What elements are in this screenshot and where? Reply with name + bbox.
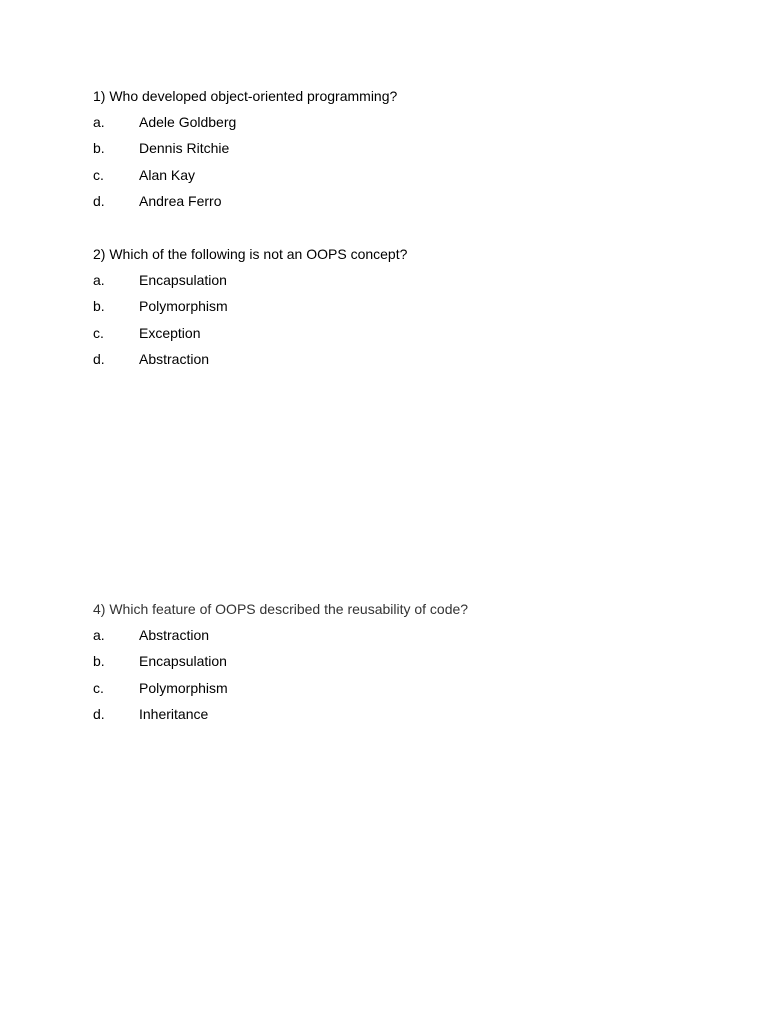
answer-option <box>93 166 693 192</box>
question-2 <box>93 245 693 377</box>
question-1 <box>93 87 693 219</box>
answer-option <box>93 271 693 297</box>
option-text: Abstraction <box>139 627 210 643</box>
option-text: Exception <box>139 324 201 341</box>
option-letter: b. <box>93 653 105 670</box>
option-text: Polymorphism <box>139 298 228 315</box>
answer-option <box>93 324 693 350</box>
option-text: Adele Goldberg <box>139 114 237 130</box>
option-letter: b. <box>93 140 105 157</box>
question-text: 2) Which of the following is not an OOPS concept? <box>93 246 408 262</box>
answer-option <box>93 679 693 705</box>
answer-option <box>93 113 693 139</box>
answer-option <box>93 297 693 323</box>
answer-option <box>93 652 693 678</box>
question-text: 4) Which feature of OOPS described the reusability of code? <box>93 601 469 617</box>
option-letter: d. <box>93 351 105 368</box>
answer-option <box>93 350 693 376</box>
option-letter: d. <box>93 706 105 723</box>
answer-option <box>93 192 693 218</box>
option-letter: c. <box>93 324 104 341</box>
option-text: Encapsulation <box>139 653 227 670</box>
answer-option <box>93 626 693 652</box>
question-4 <box>93 600 693 732</box>
option-text: Dennis Ritchie <box>139 140 230 157</box>
option-letter: a. <box>93 627 105 643</box>
option-text: Encapsulation <box>139 272 227 288</box>
option-letter: a. <box>93 272 105 288</box>
option-letter: c. <box>93 679 104 696</box>
answer-option <box>93 139 693 165</box>
option-text: Andrea Ferro <box>139 193 222 210</box>
option-text: Polymorphism <box>139 679 228 696</box>
answer-option <box>93 705 693 731</box>
option-letter: b. <box>93 298 105 315</box>
option-letter: c. <box>93 166 104 183</box>
question-text: 1) Who developed object-oriented programming? <box>93 88 398 104</box>
option-text: Alan Kay <box>139 166 196 183</box>
option-text: Inheritance <box>139 706 209 723</box>
option-text: Abstraction <box>139 351 210 368</box>
option-letter: d. <box>93 193 105 210</box>
option-letter: a. <box>93 114 105 130</box>
